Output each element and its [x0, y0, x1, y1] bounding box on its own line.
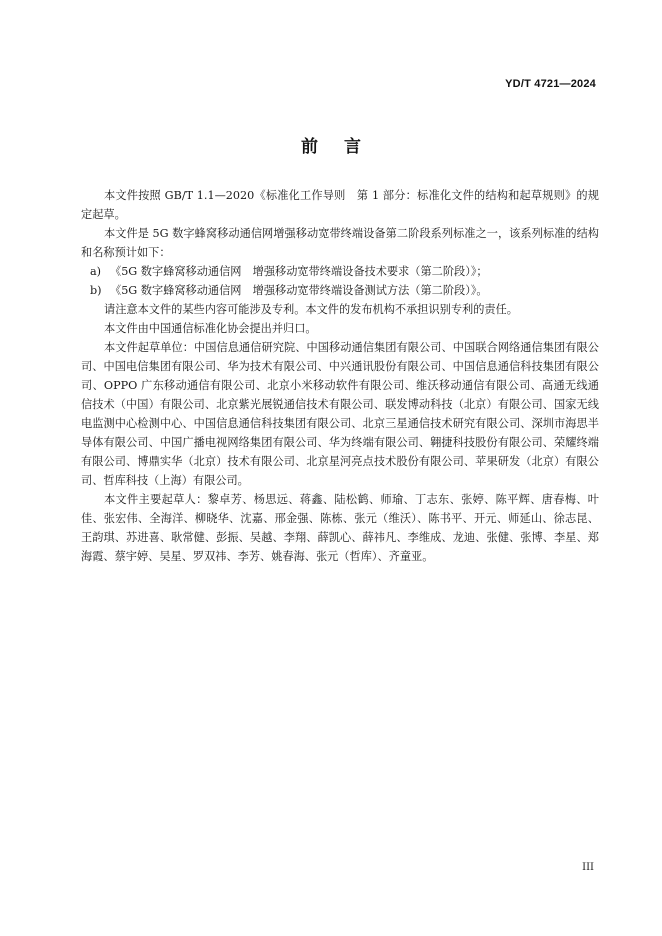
page-title: 前言 [301, 137, 387, 157]
list-item-label: a) [90, 265, 102, 278]
list-item [81, 262, 599, 281]
paragraph-series-intro: 本文件是 5G 数字蜂窝移动通信网增强移动宽带终端设备第二阶段系列标准之一，该系列标准的结构和名称预计如下： [81, 227, 599, 259]
paragraph-patent-notice: 请注意本文件的某些内容可能涉及专利。本文件的发布机构不承担识别专利的责任。 [104, 303, 518, 316]
list-item-label: b) [90, 284, 102, 297]
paragraph-structure-rule: 本文件按照 GB/T 1.1—2020《标准化工作导则 第 1 部分：标准化文件的结构和起草规则》的规定起草。 [81, 189, 599, 221]
paragraph-drafters: 本文件主要起草人：黎卓芳、杨思远、蒋鑫、陆松鹤、师瑜、丁志东、张婷、陈平辉、唐春梅、叶佳、张宏伟、全海洋、柳晓华、沈嘉、邢金强、陈栋、张元（维沃）、陈书平、开元、师延山、徐志昆、王韵琪、苏进喜、耿常健、彭振、吴越、李翔、薛凯心、薛祎凡、李维成、龙迪、张健、张博、李星、郑海霞、蔡宇婷、吴星、罗双祎、李芳、姚春海、张元（哲库）、齐童亚。 [81, 493, 599, 563]
standard-code: YD/T 4721—2024 [505, 78, 596, 90]
page-number: III [582, 862, 594, 873]
list-item [81, 281, 599, 300]
list-item-text: 《5G 数字蜂窝移动通信网 增强移动宽带终端设备测试方法（第二阶段）》。 [110, 284, 488, 297]
list-item-text: 《5G 数字蜂窝移动通信网 增强移动宽带终端设备技术要求（第二阶段）》； [110, 265, 488, 278]
document-body [81, 186, 599, 566]
paragraph-drafting-units: 本文件起草单位：中国信息通信研究院、中国移动通信集团有限公司、中国联合网络通信集团有限公司、中国电信集团有限公司、华为技术有限公司、中兴通讯股份有限公司、中国信息通信科技集团有限公司、OPPO 广东移动通信有限公司、北京小米移动软件有限公司、维沃移动通信有限公司、高通无线通信技术（中国）有限公司、北京紫光展锐通信技术有限公司、联发博动科技（北京）有限公司、国家无线电监测中心检测中心、中国信息通信科技集团有限公司、北京三星通信技术研究有限公司、深圳市海思半导体有限公司、中国广播电视网络集团有限公司、华为终端有限公司、翱捷科技股份有限公司、荣耀终端有限公司、博鼎实华（北京）技术有限公司、北京星河亮点技术股份有限公司、苹果研发（北京）有限公司、哲库科技（上海）有限公司。 [81, 341, 599, 487]
paragraph-proposer: 本文件由中国通信标准化协会提出并归口。 [104, 322, 317, 335]
